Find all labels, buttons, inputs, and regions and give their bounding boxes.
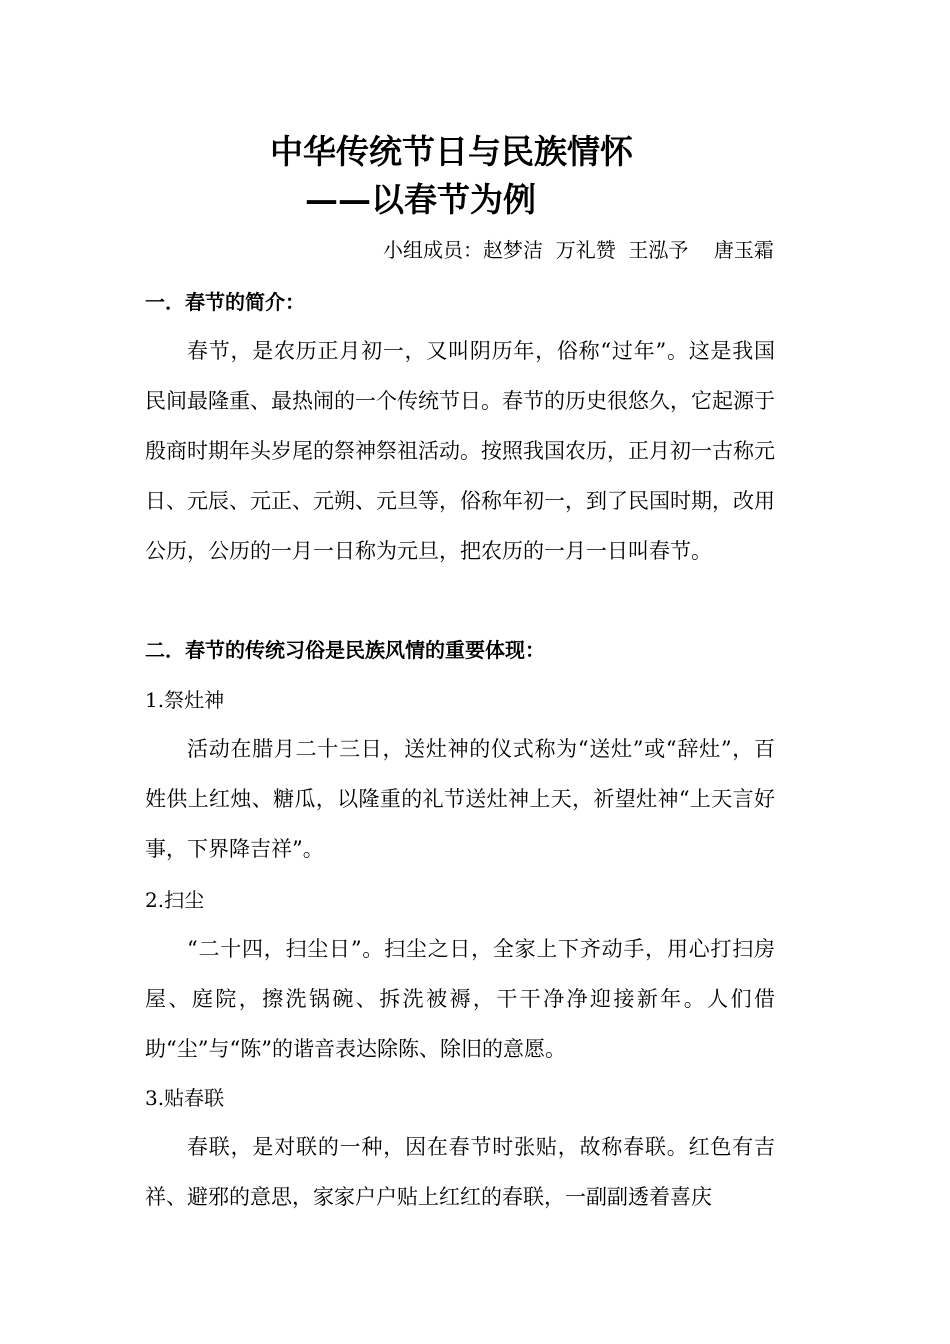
section-heading-customs: 二．春节的传统习俗是民族风情的重要体现： [145,638,545,662]
document-title: 中华传统节日与民族情怀 [270,132,633,171]
custom-heading-couplets: 3.贴春联 [145,1086,225,1110]
paragraph-intro: 春节，是农历正月初一，又叫阴历年，俗称“过年”。这是我国民间最隆重、最热闹的一个传统节日。春节的历史很悠久，它起源于殷商时期年头岁尾的祭神祭祖活动。按照我国农历，正月初一古称元日、元辰、元正、元朔、元旦等，俗称年初一，到了民国时期，改用公历，公历的一月一日称为元旦，把农历的一月一日叫春节。 [145,339,775,563]
custom-heading-dusting: 2.扫尘 [145,888,205,912]
paragraph-couplets: 春联，是对联的一种，因在春节时张贴，故称春联。红色有吉祥、避邪的意思，家家户户贴上红红的春联，一副副透着喜庆 [145,1135,775,1209]
paragraph-dusting: “二十四，扫尘日”。扫尘之日，全家上下齐动手，用心打扫房屋、庭院，擦洗锅碗、拆洗被褥，干干净净迎接新年。人们借助“尘”与“陈”的谐音表达除陈、除旧的意愿。 [145,937,775,1061]
group-members: 小组成员：赵梦洁 万礼赞 王泓予 唐玉霜 [383,238,774,262]
paragraph-kitchen-god: 活动在腊月二十三日，送灶神的仪式称为“送灶”或“辞灶”，百姓供上红烛、糖瓜，以隆重的礼节送灶神上天，祈望灶神“上天言好事，下界降吉祥”。 [145,737,775,861]
document-subtitle: ——以春节为例 [305,180,536,219]
section-heading-intro: 一．春节的简介： [145,290,305,314]
custom-heading-kitchen-god: 1.祭灶神 [145,688,225,712]
